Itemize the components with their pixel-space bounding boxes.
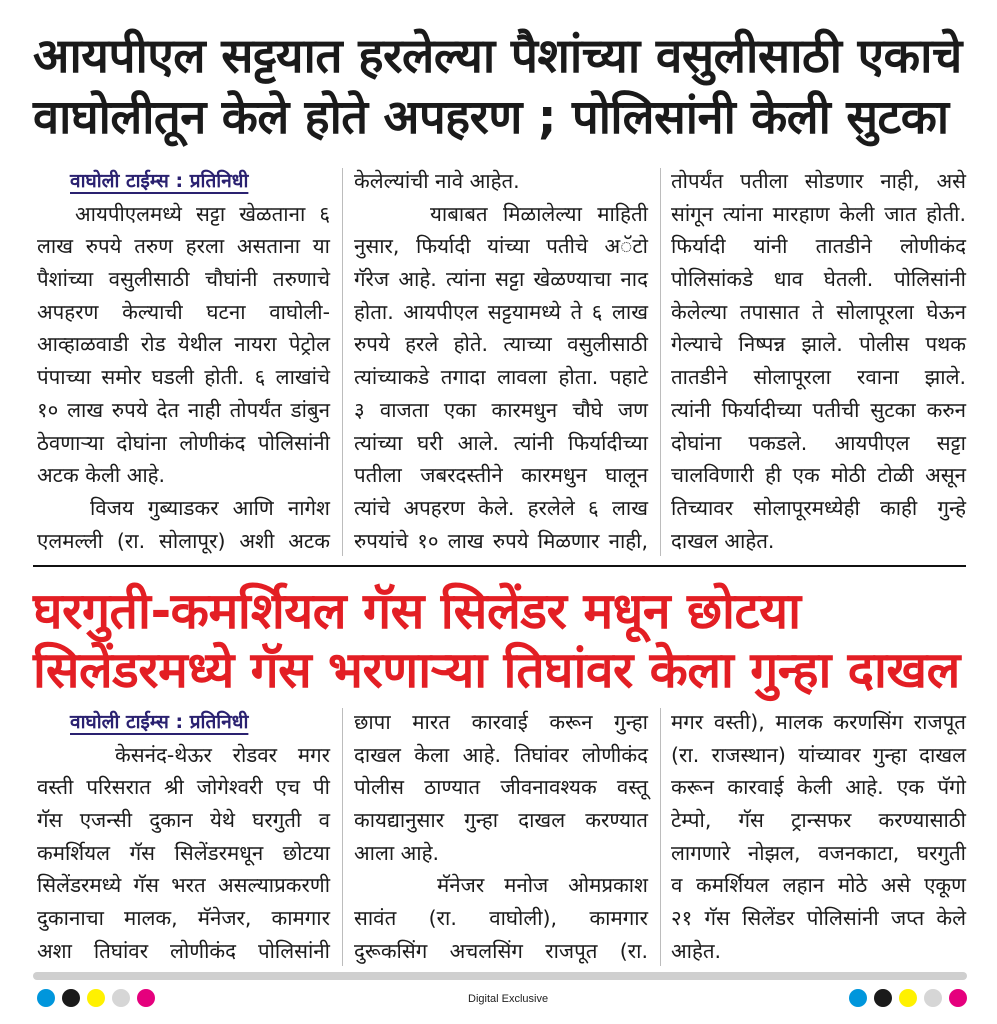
body-line: गॅस एजन्सी दुकान येथे घरगुती व [37,808,330,833]
body-line: आला आहे. [354,840,440,865]
body-line: आहेत. [671,938,722,963]
body-line: ३ वाजता एका कारमधुन चौघे जण [354,397,648,422]
digital-exclusive-label: Digital Exclusive [468,993,549,1005]
body-line: छापा मारत कारवाई करून गुन्हा [354,710,648,734]
column-divider [342,168,343,556]
body-line: चालविणारी ही एक मोठी टोळी असून [671,463,966,488]
body-line: दोघांना पकडले. आयपीएल सट्टा [671,430,966,455]
article-column [354,706,648,968]
body-line: (रा. राजस्थान) यांच्यावर गुन्हा दाखल [671,742,966,767]
body-line: मगर वस्ती), मालक करणसिंग राजपूत [671,710,966,734]
section-divider [33,565,966,567]
column-divider [342,708,343,966]
body-line: फिर्यादी यांनी तातडीने लोणीकंद [671,234,966,259]
byline: वाघोली टाईम्स : प्रतिनिधी [70,170,249,192]
body-line: तोपर्यंत पतीला सोडणार नाही, असे [671,169,966,193]
body-line: पैशांच्या वसुलीसाठी चौघांनी तरुणाचे [37,267,330,292]
headline-line: सिलेंडरमध्ये गॅस भरणाऱ्या तिघांवर केला गुन्हा दाखल [33,641,960,699]
cyan-swatch [37,989,55,1007]
body-line: गॅरेज आहे. त्यांना सट्टा खेळण्याचा नाद [354,267,648,292]
gray-swatch [924,989,942,1007]
body-line: कायद्यानुसार गुन्हा दाखल करण्यात [354,808,648,833]
body-line: व कमर्शियल लहान मोठे असे एकूण [671,873,966,898]
body-line: एलमल्ली (रा. सोलापूर) अशी अटक [37,528,330,553]
body-line: त्यांच्याकडे तगादा लावला होता. पहाटे [354,365,648,390]
body-line: दाखल केला आहे. तिघांवर लोणीकंद [354,742,648,767]
body-line: त्यांचे अपहरण केले. हरलेले ६ लाख [354,495,648,520]
body-line: नुसार, फिर्यादी यांच्या पतीचे अॅटो [354,234,648,259]
body-line: अपहरण केल्याची घटना वाघोली- [37,299,330,324]
body-line: गेल्याचे निष्पन्न झाले. पोलीस पथक [671,332,966,357]
magenta-swatch [949,989,967,1007]
byline-row [37,706,330,739]
body-line: अटक केली आहे. [37,463,166,488]
black-swatch [874,989,892,1007]
body-line: सिलेंडरमध्ये गॅस भरत असल्याप्रकरणी [37,873,330,898]
body-line: १० लाख रुपये देत नाही तोपर्यंत डांबुन [37,397,330,422]
body-line: दाखल आहेत. [671,528,775,553]
color-marks-right [849,989,967,1007]
body-line: सावंत (रा. वाघोली), कामगार [354,906,648,931]
magenta-swatch [137,989,155,1007]
body-line: त्यांनी फिर्यादीच्या पतीची सुटका करुन [671,397,966,422]
gray-swatch [112,989,130,1007]
footer-bar [33,972,967,980]
body-line: याबाबत मिळालेल्या माहिती [430,201,648,226]
body-line: करून कारवाई केली आहे. एक पॅगो [671,775,966,800]
body-line: दुकानाचा मालक, मॅनेजर, कामगार [37,906,330,931]
byline: वाघोली टाईम्स : प्रतिनिधी [70,711,249,733]
body-line: अशा तिघांवर लोणीकंद पोलिसांनी [37,938,330,963]
body-line: आव्हाळवाडी रोड येथील नायरा पेट्रोल [37,332,330,357]
body-line: तिच्यावर सोलापूरमध्येही काही गुन्हे [671,495,966,520]
body-line: होता. आयपीएल सट्टयामध्ये ते ६ लाख [354,299,648,324]
body-line: कमर्शियल गॅस सिलेंडरमधून छोटया [37,840,330,865]
body-line: केलेल्या तपासात ते सोलापूरला घेऊन [671,299,966,324]
body-line: आयपीएलमध्ये सट्टा खेळताना ६ [75,201,330,226]
black-swatch [62,989,80,1007]
column-divider [660,168,661,556]
body-line: रुपयांचे १० लाख रुपये मिळणार नाही, [354,528,648,553]
headline-line: घरगुती-कमर्शियल गॅस सिलेंडर मधून छोटया [33,582,801,640]
body-line: केलेल्यांची नावे आहेत. [354,169,520,193]
cyan-swatch [849,989,867,1007]
body-line: वस्ती परिसरात श्री जोगेश्वरी एच पी [37,775,330,800]
article-column [671,165,966,557]
body-line: पोलीस ठाण्यात जीवनावश्यक वस्तू [354,775,648,800]
body-line: सांगून त्यांना मारहाण केली जात होती. [671,201,966,226]
body-line: ठेवणाऱ्या दोघांना लोणीकंद पोलिसांनी [37,430,330,455]
body-line: केसनंद-थेऊर रोडवर मगर [115,742,330,767]
body-line: रुपये हरले होते. त्याच्या वसुलीसाठी [354,332,648,357]
body-line: दुरूकसिंग अचलसिंग राजपूत (रा. [354,938,648,963]
body-line: टेम्पो, गॅस ट्रान्सफर करण्यासाठी [671,808,966,833]
article-column [37,706,330,968]
body-line: मॅनेजर मनोज ओमप्रकाश [437,873,648,898]
yellow-swatch [87,989,105,1007]
body-line: पतीला जबरदस्तीने कारमधुन घालून [354,463,648,488]
body-line: त्यांच्या घरी आले. त्यांनी फिर्यादीच्या [354,430,648,455]
body-line: लागणारे नोझल, वजनकाटा, घरगुती [671,840,966,865]
article-column [671,706,966,968]
body-line: पोलिसांकडे धाव घेतली. पोलिसांनी [671,267,966,292]
headline-line: वाघोलीतून केले होते अपहरण ; पोलिसांनी केली सुटका [33,90,949,145]
column-divider [660,708,661,966]
article-column [354,165,648,557]
article-column [37,165,330,557]
body-line: लाख रुपये तरुण हरला असताना या [37,234,330,259]
headline-line: आयपीएल सट्टयात हरलेल्या पैशांच्या वसुलीसाठी एकाचे [33,29,962,84]
body-line: पंपाच्या समोर घडली होती. ६ लाखांचे [37,365,330,390]
body-line: विजय गुब्याडकर आणि नागेश [90,495,330,520]
byline-row [37,165,330,198]
yellow-swatch [899,989,917,1007]
body-line: तातडीने सोलापूरला रवाना झाले. [671,365,966,390]
body-line: २१ गॅस सिलेंडर पोलिसांनी जप्त केले [671,906,966,931]
color-marks-left [37,989,155,1007]
